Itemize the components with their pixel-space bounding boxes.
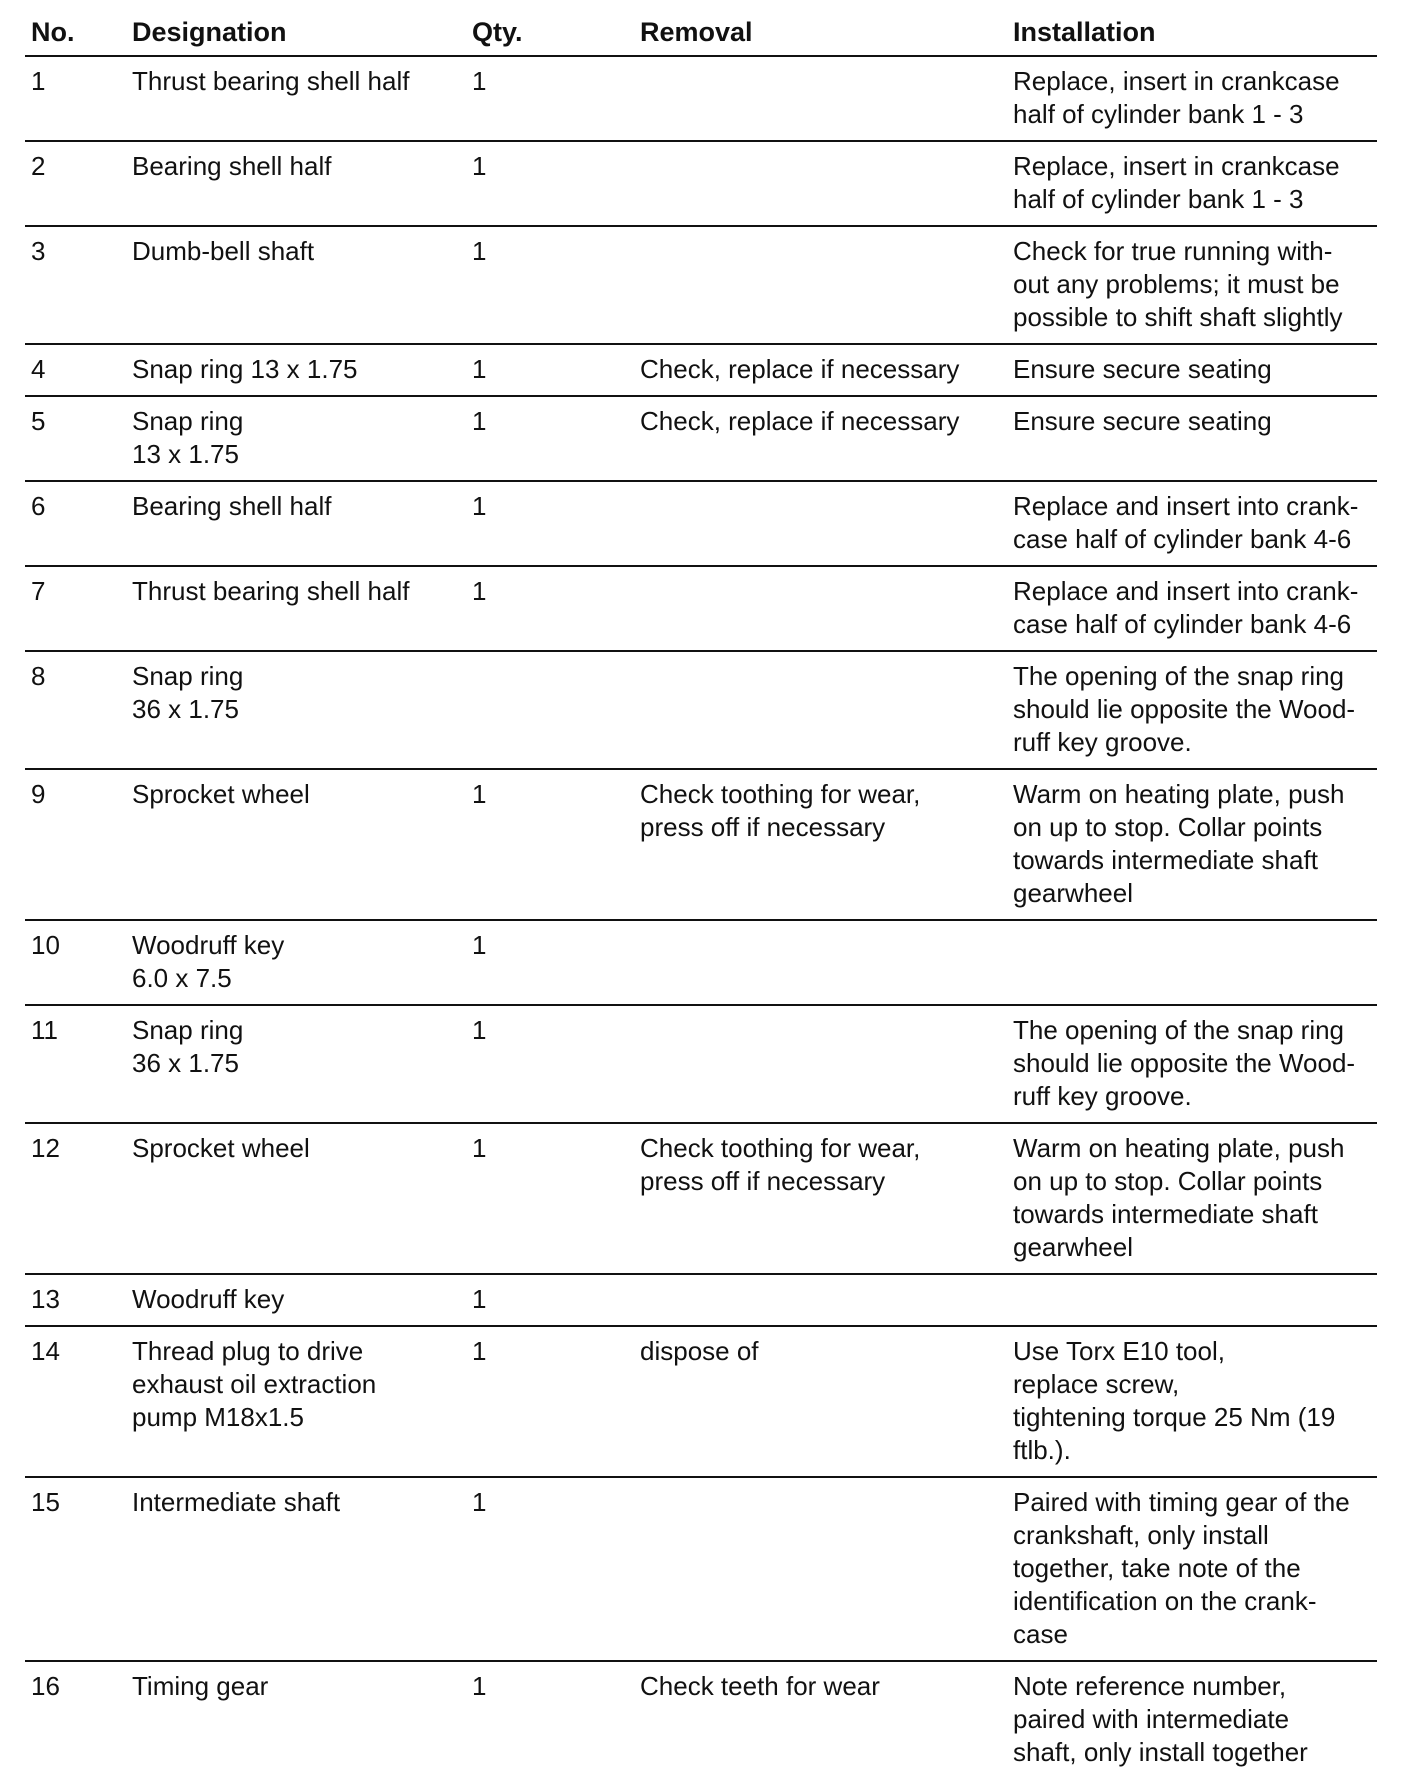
table-row [25, 920, 1377, 1005]
table-body [25, 56, 1377, 1778]
table-row [25, 481, 1377, 566]
table-row [25, 651, 1377, 769]
cell-installation: Replace and insert into crank- case half of cylinder bank 4-6 [1007, 566, 1377, 651]
table-row [25, 1274, 1377, 1326]
cell-qty: 1 [466, 1005, 634, 1123]
parts-table [25, 12, 1377, 1778]
cell-designation: Snap ring 13 x 1.75 [126, 344, 466, 396]
cell-designation: Thrust bearing shell half [126, 566, 466, 651]
cell-designation: Intermediate shaft [126, 1477, 466, 1661]
cell-installation: Ensure secure seating [1007, 344, 1377, 396]
cell-installation: Replace, insert in crankcase half of cylinder bank 1 - 3 [1007, 56, 1377, 141]
cell-qty: 1 [466, 1326, 634, 1477]
cell-qty: 1 [466, 1477, 634, 1661]
cell-installation: Warm on heating plate, push on up to stop. Collar points towards intermediate shaft gearwheel [1007, 1123, 1377, 1274]
cell-removal: Check toothing for wear, press off if necessary [634, 769, 1007, 920]
cell-no: 3 [25, 226, 126, 344]
cell-no: 13 [25, 1274, 126, 1326]
header-designation: Designation [126, 12, 466, 56]
cell-no: 2 [25, 141, 126, 226]
table-row [25, 396, 1377, 481]
cell-installation: Use Torx E10 tool, replace screw, tightening torque 25 Nm (19 ftlb.). [1007, 1326, 1377, 1477]
cell-qty: 1 [466, 141, 634, 226]
cell-qty: 1 [466, 1274, 634, 1326]
cell-installation: The opening of the snap ring should lie opposite the Wood- ruff key groove. [1007, 1005, 1377, 1123]
cell-qty: 1 [466, 344, 634, 396]
cell-qty: 1 [472, 1671, 487, 1701]
cell-removal [634, 141, 1007, 226]
cell-installation [1007, 1274, 1377, 1326]
cell-installation: Replace and insert into crank- case half of cylinder bank 4-6 [1007, 481, 1377, 566]
cell-designation: Snap ring 36 x 1.75 [126, 651, 466, 769]
table-row [25, 56, 1377, 141]
cell-removal [634, 566, 1007, 651]
cell-removal [634, 1477, 1007, 1661]
header-removal: Removal [634, 12, 1007, 56]
cell-designation: Woodruff key 6.0 x 7.5 [126, 920, 466, 1005]
table-row [25, 344, 1377, 396]
cell-installation: The opening of the snap ring should lie opposite the Wood- ruff key groove. [1007, 651, 1377, 769]
cell-designation: Thrust bearing shell half [126, 56, 466, 141]
table-row [25, 1123, 1377, 1274]
table-row [25, 566, 1377, 651]
cell-no: 10 [25, 920, 126, 1005]
cell-no: 7 [25, 566, 126, 651]
cell-no: 11 [25, 1005, 126, 1123]
cell-no: 5 [25, 396, 126, 481]
cell-qty: 1 [466, 481, 634, 566]
cell-installation [1007, 920, 1377, 1005]
cell-qty: 1 [466, 56, 634, 141]
cell-no: 6 [25, 481, 126, 566]
cell-designation: Timing gear [132, 1671, 269, 1701]
cell-installation: Ensure secure seating [1007, 396, 1377, 481]
table-row [25, 1005, 1377, 1123]
table-row [25, 1661, 1377, 1778]
cell-installation: Replace, insert in crankcase half of cylinder bank 1 - 3 [1007, 141, 1377, 226]
table-row [25, 141, 1377, 226]
cell-qty: 1 [466, 920, 634, 1005]
table-row [25, 769, 1377, 920]
cell-qty: 1 [466, 226, 634, 344]
cell-removal: Check, replace if necessary [634, 344, 1007, 396]
cell-qty: 1 [466, 566, 634, 651]
cell-removal [634, 1274, 1007, 1326]
cell-no: 16 [31, 1671, 60, 1701]
cell-designation: Dumb-bell shaft [126, 226, 466, 344]
header-no: No. [25, 12, 126, 56]
cell-removal [634, 651, 1007, 769]
cell-designation: Sprocket wheel [126, 1123, 466, 1274]
cell-removal: Check, replace if necessary [634, 396, 1007, 481]
cell-no: 4 [25, 344, 126, 396]
cell-designation: Woodruff key [126, 1274, 466, 1326]
cell-designation: Sprocket wheel [126, 769, 466, 920]
cell-qty [466, 651, 634, 769]
cell-no: 9 [25, 769, 126, 920]
cell-no: 12 [25, 1123, 126, 1274]
cell-qty: 1 [466, 1123, 634, 1274]
cell-removal: dispose of [634, 1326, 1007, 1477]
cell-removal [634, 481, 1007, 566]
cell-removal [634, 56, 1007, 141]
header-qty: Qty. [466, 12, 634, 56]
cell-removal: Check toothing for wear, press off if necessary [634, 1123, 1007, 1274]
cell-removal: Check teeth for wear [640, 1671, 880, 1701]
table-row [25, 1326, 1377, 1477]
cell-no: 1 [25, 56, 126, 141]
cell-installation: Check for true running with- out any problems; it must be possible to shift shaft slightly [1007, 226, 1377, 344]
cell-qty: 1 [466, 769, 634, 920]
cell-no: 8 [25, 651, 126, 769]
cell-removal [634, 920, 1007, 1005]
table-header [25, 12, 1377, 56]
cell-no: 14 [25, 1326, 126, 1477]
cell-installation: Warm on heating plate, push on up to stop. Collar points towards intermediate shaft gearwheel [1007, 769, 1377, 920]
cell-no: 15 [25, 1477, 126, 1661]
header-installation: Installation [1007, 12, 1377, 56]
cell-designation: Snap ring 13 x 1.75 [126, 396, 466, 481]
cell-installation: Paired with timing gear of the crankshaft, only install together, take note of the identification on the crank- case [1007, 1477, 1377, 1661]
cell-qty: 1 [466, 396, 634, 481]
cell-designation: Snap ring 36 x 1.75 [126, 1005, 466, 1123]
header-row [25, 12, 1377, 56]
cell-installation: Note reference number, paired with intermediate shaft, only install together [1013, 1671, 1308, 1767]
cell-designation: Thread plug to drive exhaust oil extraction pump M18x1.5 [126, 1326, 466, 1477]
cell-designation: Bearing shell half [126, 141, 466, 226]
cell-removal [634, 1005, 1007, 1123]
cell-designation: Bearing shell half [126, 481, 466, 566]
table-row [25, 1477, 1377, 1661]
table-row [25, 226, 1377, 344]
cell-removal [634, 226, 1007, 344]
